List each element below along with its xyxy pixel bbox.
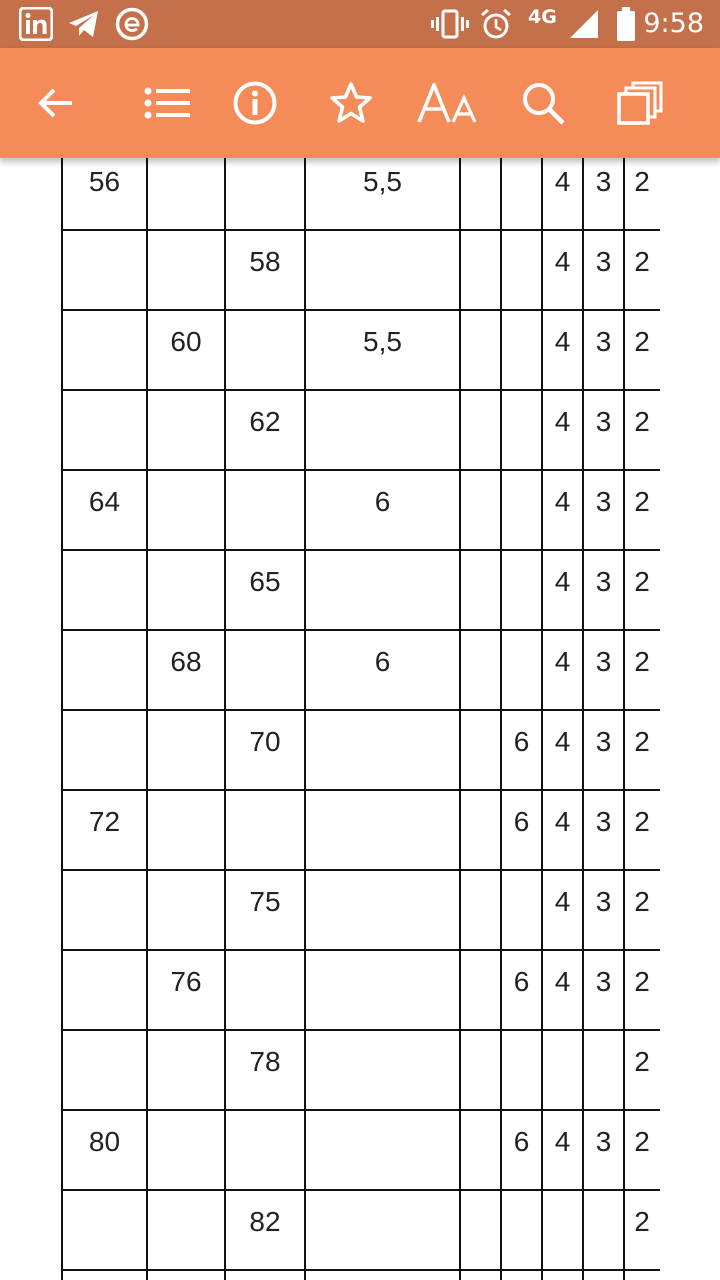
table-cell: 70 xyxy=(249,726,281,757)
table-cell: 5,5 xyxy=(363,326,402,357)
table-cell: 64 xyxy=(88,486,121,517)
table-cell: 60 xyxy=(170,326,202,357)
table-cell: 2 xyxy=(634,1206,650,1237)
table-cell: 78 xyxy=(249,1046,281,1077)
table-cell: 76 xyxy=(170,966,202,997)
table-cell: 65 xyxy=(249,566,281,597)
table-cell: 2 xyxy=(634,806,650,837)
table-cell: 68 xyxy=(170,646,202,677)
copy-icon xyxy=(617,81,663,125)
status-bar xyxy=(0,0,720,48)
text-size-icon xyxy=(417,83,479,123)
bookmark-button[interactable] xyxy=(316,48,386,158)
table-cell: 3 xyxy=(595,326,612,357)
table-cell: 6 xyxy=(513,806,530,837)
table-cell: 2 xyxy=(634,246,650,277)
search-button[interactable] xyxy=(508,48,578,158)
table-cell: 82 xyxy=(249,1206,281,1237)
table-cell: 2 xyxy=(634,886,650,917)
table-cell: 4 xyxy=(554,886,571,917)
table-cell: 2 xyxy=(634,726,650,757)
network-type-label: 4G xyxy=(528,6,557,28)
table-cell: 4 xyxy=(554,806,571,837)
table-cell: 6 xyxy=(374,646,391,677)
telegram-icon xyxy=(66,0,102,48)
table-cell: 2 xyxy=(634,1046,650,1077)
table-cell: 4 xyxy=(554,406,571,437)
table-cell: 2 xyxy=(634,486,650,517)
e-app-icon xyxy=(114,0,150,48)
battery-icon xyxy=(612,0,640,48)
table-cell: 4 xyxy=(554,1126,571,1157)
app-toolbar xyxy=(0,48,720,158)
table-cell: 2 xyxy=(634,1126,650,1157)
table-cell: 3 xyxy=(595,566,612,597)
table-cell: 3 xyxy=(595,886,612,917)
table-cell: 4 xyxy=(554,326,571,357)
table-cell: 5,5 xyxy=(363,166,402,197)
table-cell: 2 xyxy=(634,646,650,677)
table-cell: 72 xyxy=(88,806,121,837)
table-scroll-area[interactable] xyxy=(0,158,720,1280)
table-cell: 4 xyxy=(554,486,571,517)
back-arrow-icon xyxy=(36,83,76,123)
status-clock: 9:58 xyxy=(643,8,704,39)
table-cell: 80 xyxy=(88,1126,121,1157)
table-cell: 3 xyxy=(595,1126,612,1157)
table-cell: 6 xyxy=(513,1126,530,1157)
table-cell: 62 xyxy=(249,406,281,437)
table-cell: 4 xyxy=(554,646,571,677)
table-cell: 4 xyxy=(554,566,571,597)
text-size-button[interactable] xyxy=(412,48,484,158)
table-cell: 6 xyxy=(374,486,391,517)
linkedin-icon xyxy=(18,0,54,48)
alarm-icon xyxy=(478,0,514,48)
table-cell: 2 xyxy=(634,966,650,997)
info-button[interactable] xyxy=(220,48,290,158)
contents-button[interactable] xyxy=(132,48,202,158)
table-cell: 3 xyxy=(595,166,612,197)
copy-button[interactable] xyxy=(605,48,675,158)
table-cell: 58 xyxy=(249,246,281,277)
table-cell: 75 xyxy=(249,886,281,917)
list-icon xyxy=(144,86,190,120)
table-cell: 3 xyxy=(595,486,612,517)
table-cell: 4 xyxy=(554,966,571,997)
table-cell: 6 xyxy=(513,966,530,997)
table-cell: 2 xyxy=(634,166,650,197)
search-icon xyxy=(521,81,565,125)
table-cell: 56 xyxy=(88,166,121,197)
table-cell: 4 xyxy=(554,166,571,197)
table-cell: 2 xyxy=(634,326,650,357)
table-cell: 6 xyxy=(513,726,530,757)
info-icon xyxy=(233,81,277,125)
vibrate-icon xyxy=(430,0,470,48)
table-cell: 4 xyxy=(554,726,571,757)
table-cell: 3 xyxy=(595,406,612,437)
table-cell: 3 xyxy=(595,246,612,277)
table-cell: 3 xyxy=(595,726,612,757)
table-cell: 4 xyxy=(554,246,571,277)
star-icon xyxy=(329,81,373,125)
table-cell: 3 xyxy=(595,806,612,837)
table-cell: 3 xyxy=(595,646,612,677)
table-cell: 3 xyxy=(595,966,612,997)
table-cell: 2 xyxy=(634,406,650,437)
table-cell: 2 xyxy=(634,566,650,597)
back-button[interactable] xyxy=(21,48,91,158)
signal-icon xyxy=(566,0,602,48)
